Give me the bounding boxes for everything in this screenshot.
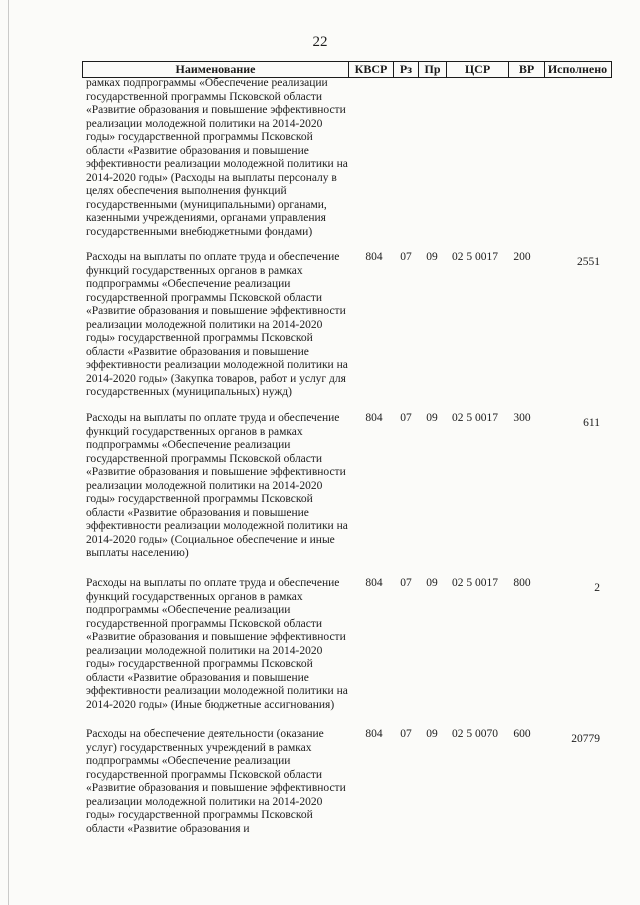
cell-isp: 20779 [571, 733, 600, 745]
column-header-rz: Рз [393, 62, 418, 77]
column-header-name: Наименование [175, 62, 256, 76]
cell-isp: 2551 [577, 256, 600, 268]
row-name: рамках подпрограммы «Обеспечение реализации государственной программы Псковской области «Развитие образования и повышение эффективности реализации молодежной политики на 2014-2020 годы» государственной программы Псковской области «Развитие образования и повышение эффективности реализации молодежной политики на 2014-2020 годы» (Расходы на выплаты персоналу в целях обеспечения выполнения функций государственными (муниципальными) органами, казенными учреждениями, органами управления государственными внебюджетными фондами) [86, 77, 348, 238]
cell-kvsr: 804 [365, 251, 383, 263]
cell-pr: 09 [426, 412, 438, 424]
table-header [82, 61, 612, 78]
page-number: 22 [312, 34, 328, 50]
cell-vr: 300 [513, 412, 531, 424]
cell-pr: 09 [426, 728, 438, 740]
cell-pr: 09 [426, 577, 438, 589]
row-name: Расходы на выплаты по оплате труда и обеспечение функций государственных органов в рамках подпрограммы «Обеспечение реализации государственной программы Псковской области «Развитие образования и повышение эффективности реализации молодежной политики на 2014-2020 годы» государственной программы Псковской области «Развитие образования и повышение эффективности реализации молодежной политики на 2014-2020 годы» (Закупка товаров, работ и услуг для государственных (муниципальных) нужд) [86, 251, 348, 398]
scan-edge-mark [8, 0, 9, 905]
cell-csr: 02 5 0017 [452, 577, 498, 589]
cell-vr: 200 [513, 251, 531, 263]
row-name: Расходы на обеспечение деятельности (оказание услуг) государственных учреждений в рамках подпрограммы «Обеспечение реализации государственной программы Псковской области «Развитие образования и повышение эффективности реализации молодежной политики на 2014-2020 годы» государственной программы Псковской области «Развитие образования и [86, 728, 346, 835]
row-name: Расходы на выплаты по оплате труда и обеспечение функций государственных органов в рамках подпрограммы «Обеспечение реализации государственной программы Псковской области «Развитие образования и повышение эффективности реализации молодежной политики на 2014-2020 годы» государственной программы Псковской области «Развитие образования и повышение эффективности реализации молодежной политики на 2014-2020 годы» (Социальное обеспечение и иные выплаты населению) [86, 412, 348, 559]
column-header-vr: ВР [508, 62, 544, 77]
cell-pr: 09 [426, 251, 438, 263]
column-header-csr: ЦСР [446, 62, 508, 77]
cell-rz: 07 [400, 412, 412, 424]
cell-csr: 02 5 0017 [452, 251, 498, 263]
column-header-kvsr: КВСР [348, 62, 393, 77]
cell-isp: 2 [594, 582, 600, 594]
cell-csr: 02 5 0017 [452, 412, 498, 424]
cell-rz: 07 [400, 251, 412, 263]
cell-isp: 611 [583, 417, 600, 429]
cell-kvsr: 804 [365, 577, 383, 589]
cell-vr: 600 [513, 728, 531, 740]
cell-vr: 800 [513, 577, 531, 589]
cell-kvsr: 804 [365, 412, 383, 424]
cell-csr: 02 5 0070 [452, 728, 498, 740]
cell-rz: 07 [400, 728, 412, 740]
column-header-isp: Исполнено [544, 62, 610, 77]
row-name: Расходы на выплаты по оплате труда и обеспечение функций государственных органов в рамках подпрограммы «Обеспечение реализации государственной программы Псковской области «Развитие образования и повышение эффективности реализации молодежной политики на 2014-2020 годы» государственной программы Псковской области «Развитие образования и повышение эффективности реализации молодежной политики на 2014-2020 годы» (Иные бюджетные ассигнования) [86, 577, 348, 711]
column-header-pr: Пр [418, 62, 446, 77]
cell-kvsr: 804 [365, 728, 383, 740]
cell-rz: 07 [400, 577, 412, 589]
